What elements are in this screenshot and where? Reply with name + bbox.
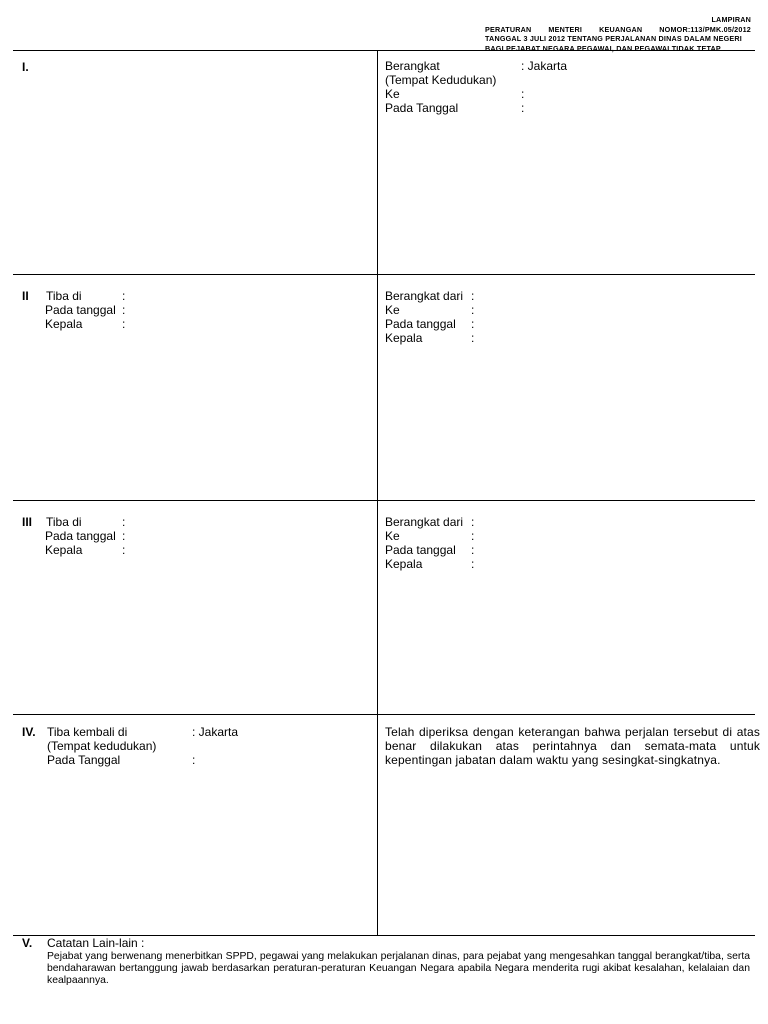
header-line-3: BAGI PEJABAT NEGARA PEGAWAI, DAN PEGAWAI TIDAK TETAP xyxy=(485,43,721,53)
berangkat-dari-colon: : xyxy=(471,515,475,529)
section-number: V. xyxy=(22,936,33,950)
berangkat-dari-label: Berangkat dari xyxy=(385,289,464,303)
catatan-title: Catatan Lain-lain : xyxy=(47,936,145,950)
section-divider xyxy=(13,274,755,275)
tempat-kedudukan-label: (Tempat Kedudukan) xyxy=(385,73,497,87)
tiba-di-label: Tiba di xyxy=(46,289,82,303)
header-lampiran: LAMPIRAN xyxy=(711,15,751,24)
pada-tanggal-colon: : xyxy=(122,529,126,543)
kepala-colon: : xyxy=(471,331,475,345)
kepala-label: Kepala xyxy=(45,543,83,557)
tiba-kembali-value: : Jakarta xyxy=(192,725,239,739)
ke-label: Ke xyxy=(385,303,400,317)
pada-tanggal-colon: : xyxy=(471,317,475,331)
berangkat-value: : Jakarta xyxy=(521,59,568,73)
tiba-kembali-label: Tiba kembali di xyxy=(47,725,128,739)
section-number: IV. xyxy=(22,725,36,739)
kepala-colon: : xyxy=(122,543,126,557)
kepala-label: Kepala xyxy=(45,317,83,331)
header-word: KEUANGAN xyxy=(599,24,643,34)
ke-label: Ke xyxy=(385,87,400,101)
pada-tanggal-label: Pada tanggal xyxy=(45,303,116,317)
pada-tanggal-label: Pada tanggal xyxy=(385,317,456,331)
tiba-di-colon: : xyxy=(122,515,126,529)
section-divider xyxy=(13,500,755,501)
pada-tanggal-colon: : xyxy=(471,543,475,557)
header-word: MENTERI xyxy=(548,24,583,34)
tiba-di-colon: : xyxy=(122,289,126,303)
pada-tanggal-colon: : xyxy=(122,303,126,317)
kepala-colon: : xyxy=(122,317,126,331)
ke-colon: : xyxy=(521,87,525,101)
pada-tanggal-label: Pada tanggal xyxy=(385,543,456,557)
pada-tanggal-label: Pada tanggal xyxy=(45,529,116,543)
header-line-1 xyxy=(485,25,751,35)
berangkat-dari-colon: : xyxy=(471,289,475,303)
section-divider xyxy=(13,714,755,715)
pada-tanggal-colon: : xyxy=(521,101,525,115)
column-divider xyxy=(377,50,378,935)
ke-label: Ke xyxy=(385,529,400,543)
kepala-label: Kepala xyxy=(385,557,423,571)
verification-statement: Telah diperiksa dengan keterangan bahwa perjalan tersebut di atas benar dilakukan atas perintahnya dan semata-mata untuk kepentingan jabatan dalam waktu yang sesingkat-singkatnya. xyxy=(385,725,760,767)
pada-tanggal-colon: : xyxy=(192,753,196,767)
berangkat-dari-label: Berangkat dari xyxy=(385,515,464,529)
header-word: PERATURAN xyxy=(485,24,532,34)
catatan-note: Pejabat yang berwenang menerbitkan SPPD, pegawai yang melakukan perjalanan dinas, para pejabat yang mengesahkan tanggal berangkat/tiba, serta bendaharawan bertanggung jawab berdasarkan peraturan-peraturan Keuangan Negara apabila Negara menderita rugi akibat kesalahan, kelalaian dan kealpaannya. xyxy=(47,951,750,987)
ke-colon: : xyxy=(471,303,475,317)
section-number: II xyxy=(22,289,29,303)
pada-tanggal-label: Pada Tanggal xyxy=(385,101,459,115)
berangkat-label: Berangkat xyxy=(385,59,440,73)
document-header xyxy=(485,15,751,53)
header-word: NOMOR:113/PMK.05/2012 xyxy=(659,24,751,34)
section-number: I. xyxy=(22,60,29,74)
header-line-2: TANGGAL 3 JULI 2012 TENTANG PERJALANAN DINAS DALAM NEGERI xyxy=(485,34,742,44)
tiba-di-label: Tiba di xyxy=(46,515,82,529)
form-top-border xyxy=(13,50,755,51)
tempat-kedudukan-label: (Tempat kedudukan) xyxy=(47,739,157,753)
ke-colon: : xyxy=(471,529,475,543)
kepala-colon: : xyxy=(471,557,475,571)
pada-tanggal-label: Pada Tanggal xyxy=(47,753,121,767)
kepala-label: Kepala xyxy=(385,331,423,345)
section-number: III xyxy=(22,515,33,529)
